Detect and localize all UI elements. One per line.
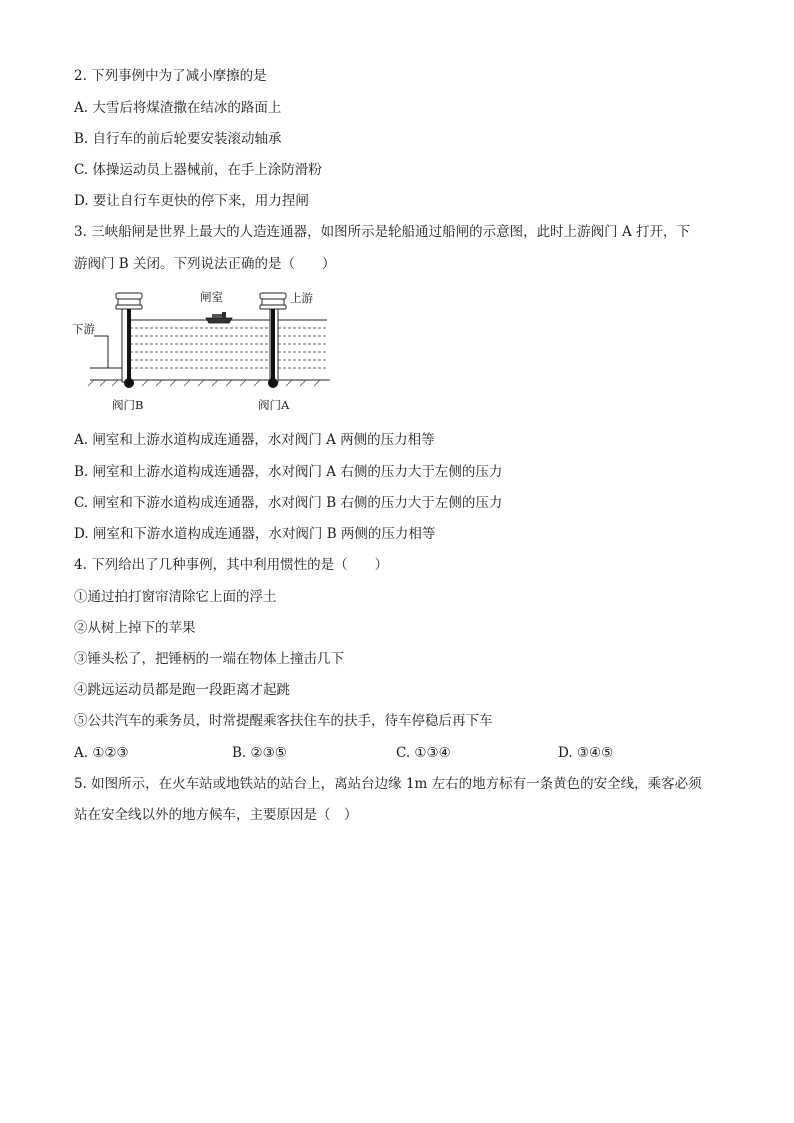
q2-option-b: B. 自行车的前后轮要安装滚动轴承 (74, 131, 282, 147)
label-valve-a: 阀门A (258, 398, 290, 412)
label-upstream: 上游 (290, 291, 313, 305)
q4-item-3: ③锤头松了，把锤柄的一端在物体上撞击几下 (74, 651, 344, 667)
q2-option-d: D. 要让自行车更快的停下来，用力捏闸 (74, 193, 309, 209)
q4-item-4: ④跳远运动员都是跑一段距离才起跳 (74, 682, 290, 698)
ship-lock-svg (72, 288, 332, 418)
water-lines (130, 328, 327, 368)
label-chamber: 闸室 (200, 290, 223, 304)
q4-item-2: ②从树上掉下的苹果 (74, 620, 196, 636)
downstream-bank (90, 336, 108, 368)
valve-a-icon (268, 378, 278, 388)
ship-icon (206, 312, 232, 323)
q4-item-1: ①通过拍打窗帘清除它上面的浮土 (74, 589, 277, 605)
q4-item-5: ⑤公共汽车的乘务员，时常提醒乘客扶住车的扶手，待车停稳后再下车 (74, 713, 493, 729)
q4-options (74, 744, 714, 762)
q3-option-c: C. 闸室和下游水道构成连通器，水对阀门 B 右侧的压力大于左侧的压力 (74, 495, 503, 511)
q2-option-c: C. 体操运动员上器械前，在手上涂防滑粉 (74, 162, 322, 178)
q3-stem-line2: 游阀门 B 关闭。下列说法正确的是（ ） (74, 256, 336, 272)
q2-stem: 2. 下列事例中为了减小摩擦的是 (74, 68, 267, 84)
q5-stem-line2: 站在安全线以外的地方候车，主要原因是（ ） (74, 807, 358, 823)
valve-b-icon (124, 378, 134, 388)
valve-a-pipe (271, 309, 275, 383)
q3-option-a: A. 闸室和上游水道构成连通器，水对阀门 A 两侧的压力相等 (74, 432, 435, 448)
q3-option-d: D. 闸室和下游水道构成连通器，水对阀门 B 两侧的压力相等 (74, 526, 436, 542)
q2-option-a: A. 大雪后将煤渣撒在结冰的路面上 (74, 100, 282, 116)
label-valve-b: 阀门B (112, 398, 144, 412)
ship-lock-diagram (72, 288, 332, 418)
q4-option-b: B. ②③⑤ (232, 745, 287, 761)
q4-stem: 4. 下列给出了几种事例，其中利用惯性的是（ ） (74, 557, 389, 573)
q4-option-c: C. ①③④ (396, 745, 451, 761)
label-downstream: 下游 (72, 322, 95, 336)
gate-head-a (260, 293, 286, 309)
gate-head-b (116, 293, 142, 309)
q4-option-a: A. ①②③ (74, 745, 129, 761)
valve-b-pipe (127, 309, 131, 383)
q4-option-d: D. ③④⑤ (558, 745, 614, 761)
q3-option-b: B. 闸室和上游水道构成连通器，水对阀门 A 右侧的压力大于左侧的压力 (74, 464, 503, 480)
q3-stem-line1: 3. 三峡船闸是世界上最大的人造连通器，如图所示是轮船通过船闸的示意图，此时上游阀门 A 打开，下 (74, 224, 691, 240)
q5-stem-line1: 5. 如图所示，在火车站或地铁站的站台上，离站台边缘 1m 左右的地方标有一条黄色的安全线，乘客必须 (74, 776, 702, 792)
